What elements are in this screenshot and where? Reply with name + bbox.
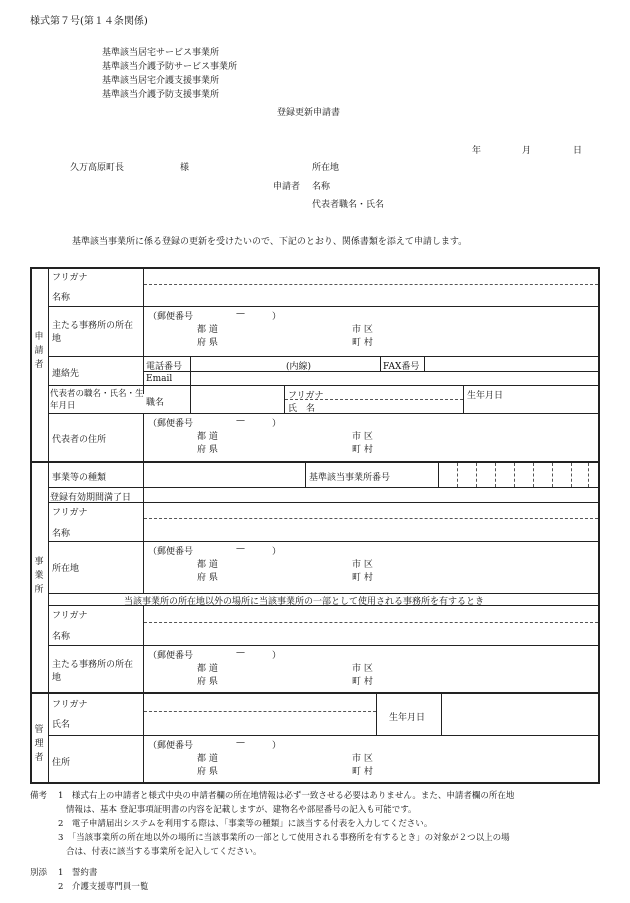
rep-address-label: 代表者の住所 bbox=[52, 435, 107, 445]
email-label: Email bbox=[146, 374, 173, 384]
postal-label: （郵便番号 bbox=[148, 741, 194, 751]
intro-text: 基準該当事業所に係る登録の更新を受けたいので、下記のとおり、関係書類を添えて申請します。 bbox=[72, 237, 468, 247]
remark-item: 情報は、基本 登記事項証明書の内容を記載しますが、建物名や部屋番号の記入も可能です。 bbox=[66, 805, 417, 815]
prefecture-todo: 都 道 bbox=[197, 754, 218, 764]
applicant-rep-label: 代表者職名・氏名 bbox=[312, 200, 385, 210]
prefecture-todo: 都 道 bbox=[197, 560, 218, 570]
business-type-4: 基準該当介護予防支援事業所 bbox=[102, 90, 220, 100]
date-month: 月 bbox=[522, 146, 532, 156]
city-shiku: 市 区 bbox=[352, 325, 373, 335]
prefecture-fuken: 府 県 bbox=[197, 767, 218, 777]
city-shiku: 市 区 bbox=[352, 560, 373, 570]
contact-label: 連絡先 bbox=[52, 369, 80, 379]
town-chouson: 町 村 bbox=[352, 445, 373, 455]
phone-label: 電話番号 bbox=[146, 362, 183, 372]
rep-title-label: 代表者の職名・氏名・生年月日 bbox=[50, 389, 144, 411]
postal-dash: — bbox=[236, 648, 245, 658]
manager-name-label: 氏名 bbox=[52, 720, 71, 730]
applicant-address-label: 所在地 bbox=[312, 163, 340, 173]
town-chouson: 町 村 bbox=[352, 767, 373, 777]
rep-furigana-label: フリガナ bbox=[288, 391, 324, 401]
sub-furigana-label: フリガナ bbox=[52, 611, 88, 621]
city-shiku: 市 区 bbox=[352, 432, 373, 442]
remark-item: 3 「当該事業所の所在地以外の場所に当該事業所の一部として使用される事務所を有するとき」の対象が２つ以上の場 bbox=[58, 833, 510, 843]
sub-name-label: 名称 bbox=[52, 632, 71, 642]
attachment-item: 2 介護支援専門員一覧 bbox=[58, 882, 149, 892]
postal-dash: — bbox=[236, 309, 245, 319]
prefecture-fuken: 府 県 bbox=[197, 445, 218, 455]
town-chouson: 町 村 bbox=[352, 573, 373, 583]
prefecture-fuken: 府 県 bbox=[197, 573, 218, 583]
postal-close: ） bbox=[272, 651, 282, 661]
manager-address-label: 住所 bbox=[52, 758, 71, 768]
town-chouson: 町 村 bbox=[352, 677, 373, 687]
rep-post-label: 職名 bbox=[146, 398, 165, 408]
extension-label: (内線) bbox=[286, 362, 312, 372]
business-furigana-label: フリガナ bbox=[52, 508, 88, 518]
postal-close: ） bbox=[272, 312, 282, 322]
form-number: 様式第７号(第１４条関係) bbox=[30, 16, 148, 27]
business-name-label: 名称 bbox=[52, 529, 71, 539]
attachment-item: 1 誓約書 bbox=[58, 868, 98, 878]
postal-label: （郵便番号 bbox=[148, 651, 194, 661]
prefecture-todo: 都 道 bbox=[197, 325, 218, 335]
date-day: 日 bbox=[573, 146, 583, 156]
applicant-label: 申請者 bbox=[273, 182, 301, 192]
expiry-label: 登録有効期間満了日 bbox=[50, 493, 132, 503]
remark-item: 合は、付表に該当する事業所を記入してください。 bbox=[66, 847, 262, 857]
postal-label: （郵便番号 bbox=[148, 312, 194, 322]
remark-item: 2 電子申請届出システムを利用する際は、「事業等の種類」に該当する付表を入力してください。 bbox=[58, 819, 433, 829]
business-type-label: 事業等の種類 bbox=[52, 473, 107, 483]
addressee: 久万高原町長 bbox=[70, 163, 125, 173]
manager-birth-label: 生年月日 bbox=[389, 713, 426, 723]
postal-label: （郵便番号 bbox=[148, 547, 194, 557]
sub-main-office-label: 主たる事務所の所在地 bbox=[52, 660, 134, 683]
city-shiku: 市 区 bbox=[352, 754, 373, 764]
postal-close: ） bbox=[272, 741, 282, 751]
business-number-label: 基準該当事業所番号 bbox=[309, 473, 391, 483]
postal-label: （郵便番号 bbox=[148, 419, 194, 429]
applicant-main-office-label: 主たる事務所の所在地 bbox=[52, 321, 134, 344]
page-title: 登録更新申請書 bbox=[277, 108, 341, 118]
business-location-label: 所在地 bbox=[52, 564, 80, 574]
section-applicant-label: 申請者 bbox=[34, 332, 44, 370]
section-business-label: 事業所 bbox=[34, 557, 44, 595]
postal-dash: — bbox=[236, 416, 245, 426]
remarks-label: 備考 bbox=[30, 791, 48, 801]
fax-label: FAX番号 bbox=[383, 362, 420, 372]
honorific: 様 bbox=[180, 163, 190, 173]
section-manager-label: 管理者 bbox=[34, 725, 44, 763]
business-type-3: 基準該当居宅介護支援事業所 bbox=[102, 76, 220, 86]
prefecture-todo: 都 道 bbox=[197, 432, 218, 442]
postal-close: ） bbox=[272, 419, 282, 429]
town-chouson: 町 村 bbox=[352, 338, 373, 348]
prefecture-fuken: 府 県 bbox=[197, 338, 218, 348]
postal-dash: — bbox=[236, 738, 245, 748]
applicant-name-label: 名称 bbox=[312, 182, 331, 192]
city-shiku: 市 区 bbox=[352, 664, 373, 674]
attachments-label: 別添 bbox=[30, 868, 48, 878]
postal-close: ） bbox=[272, 547, 282, 557]
prefecture-todo: 都 道 bbox=[197, 664, 218, 674]
applicant-name-field-label: 名称 bbox=[52, 293, 71, 303]
date-year: 年 bbox=[472, 146, 482, 156]
rep-birth-label: 生年月日 bbox=[467, 391, 504, 401]
manager-furigana-label: フリガナ bbox=[52, 700, 88, 710]
business-type-1: 基準該当居宅サービス事業所 bbox=[102, 48, 220, 58]
applicant-furigana-label: フリガナ bbox=[52, 273, 88, 283]
remark-item: 1 様式右上の申請者と様式中央の申請者欄の所在地情報は必ず一致させる必要はありません。また、申請者欄の所在地 bbox=[58, 791, 515, 801]
rep-name-label: 氏 名 bbox=[288, 404, 316, 414]
postal-dash: — bbox=[236, 544, 245, 554]
other-location-heading: 当該事業所の所在地以外の場所に当該事業所の一部として使用される事務所を有するとき bbox=[124, 597, 485, 607]
business-type-2: 基準該当介護予防サービス事業所 bbox=[102, 62, 238, 72]
prefecture-fuken: 府 県 bbox=[197, 677, 218, 687]
